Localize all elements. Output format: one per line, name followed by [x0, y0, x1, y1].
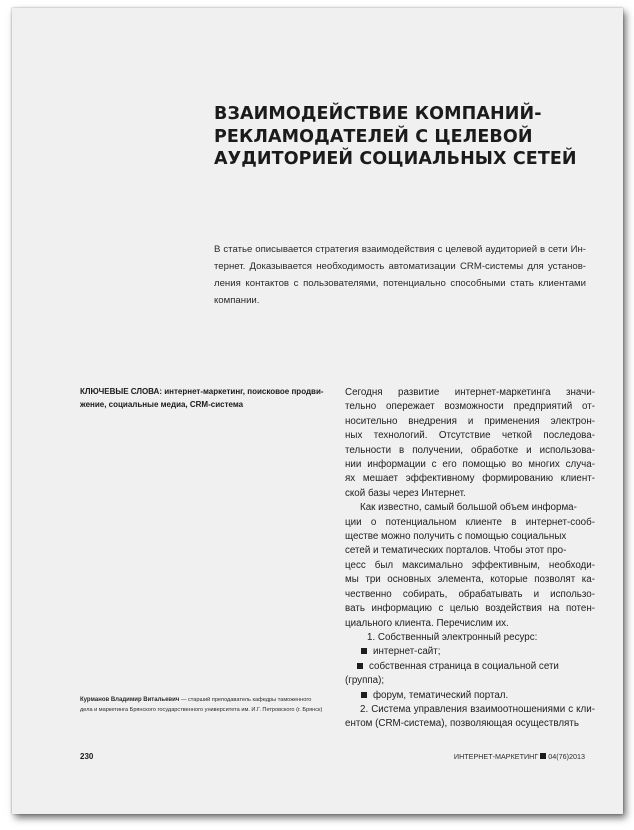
bullet-square-icon: [361, 692, 367, 698]
body-line: тельно опережает возможности предприятий от-: [345, 401, 595, 413]
keywords-line: [80, 386, 322, 399]
body-line: 1. Собственный электронный ресурс:: [367, 631, 538, 643]
title-line: АУДИТОРИЕЙ СОЦИАЛЬНЫХ СЕТЕЙ: [214, 149, 577, 169]
journal-page: [12, 8, 623, 814]
abstract-line: В статье описывается стратегия взаимодействия с целевой аудиторией в сети Ин-: [214, 244, 586, 255]
keywords-text: интернет-маркетинг, поисковое продви-: [164, 387, 324, 396]
article-title: [214, 103, 577, 171]
title-line: РЕКЛАМОДАТЕЛЕЙ С ЦЕЛЕВОЙ: [214, 126, 533, 147]
author-position: — старший преподаватель кафедры таможенного: [179, 697, 312, 703]
body-line: Сегодня развитие интернет-маркетинга значи-: [345, 387, 595, 398]
journal-name: ИНТЕРНЕТ-МАРКЕТИНГ: [453, 752, 539, 761]
abstract-line: компании.: [214, 295, 260, 306]
body-line: сетей и тематических порталов. Чтобы этот про-: [345, 545, 567, 557]
issue-number: 04(76)2013: [548, 752, 585, 761]
body-line: чественно собирать, обрабатывать и использо-: [345, 588, 595, 600]
abstract-line: тернет. Доказывается необходимость автоматизации CRM-системы для установ-: [214, 261, 586, 272]
body-line: ской базы через Интернет.: [345, 487, 466, 499]
author-line: дела и маркетинга Брянского государственного университета им. И.Г. Петровского (г. Брянск): [80, 706, 323, 713]
body-line: Как известно, самый большой объем информа-: [360, 502, 577, 514]
body-line: мы три основных элемента, которые позволят ка-: [345, 574, 595, 586]
page-number: 230: [80, 752, 94, 761]
list-item-text: интернет-сайт;: [373, 646, 441, 658]
body-line: тельности в получении, обработке и использова-: [345, 444, 595, 456]
body-line: (группа);: [345, 675, 385, 687]
body-line: 2. Система управления взаимоотношениями с кли-: [360, 703, 595, 715]
separator-square-icon: [540, 753, 546, 759]
list-item-text: форум, тематический портал.: [373, 689, 509, 701]
keywords-label: КЛЮЧЕВЫЕ СЛОВА:: [80, 387, 162, 396]
article-body: [345, 386, 595, 732]
body-line: носительно внедрения и применения электрон-: [345, 415, 595, 427]
bullet-square-icon: [357, 663, 363, 669]
list-item: [345, 645, 595, 659]
author-info: [80, 696, 332, 715]
body-line: цесс был максимально эффективным, необходи-: [345, 559, 595, 571]
list-item: [345, 689, 595, 703]
body-line: циального клиента. Перечислим их.: [345, 617, 509, 629]
list-item: [345, 660, 595, 674]
body-line: ных технологий. Отсутствие четкой последова-: [345, 430, 595, 442]
keywords-line: жение, социальные медиа, CRM-система: [80, 399, 244, 409]
bullet-square-icon: [361, 648, 367, 654]
body-line: ентом (CRM-система), позволяющая осуществлять: [345, 718, 579, 730]
author-line: [80, 696, 332, 706]
running-footer: [454, 752, 585, 761]
abstract-line: ления контактов с пользователями, потенциально способными стать клиентами: [214, 278, 586, 289]
body-line: ции о потенциальном клиенте в интернет-сооб-: [345, 516, 595, 528]
body-line: нии информации с его помощью во многих случа-: [345, 459, 595, 471]
body-line: ществе можно получить с помощью социальных: [345, 531, 567, 543]
keywords: [80, 386, 322, 411]
body-line: вать информацию с целью воздействия на потен-: [345, 603, 595, 615]
list-item-text: собственная страница в социальной сети: [369, 660, 559, 672]
author-name: Курманов Владимир Витальевич: [80, 697, 180, 703]
article-abstract: [214, 241, 586, 309]
body-line: ях мешает эффективному формированию клиент-: [345, 473, 595, 485]
title-line: ВЗАИМОДЕЙСТВИЕ КОМПАНИЙ-: [214, 104, 542, 124]
